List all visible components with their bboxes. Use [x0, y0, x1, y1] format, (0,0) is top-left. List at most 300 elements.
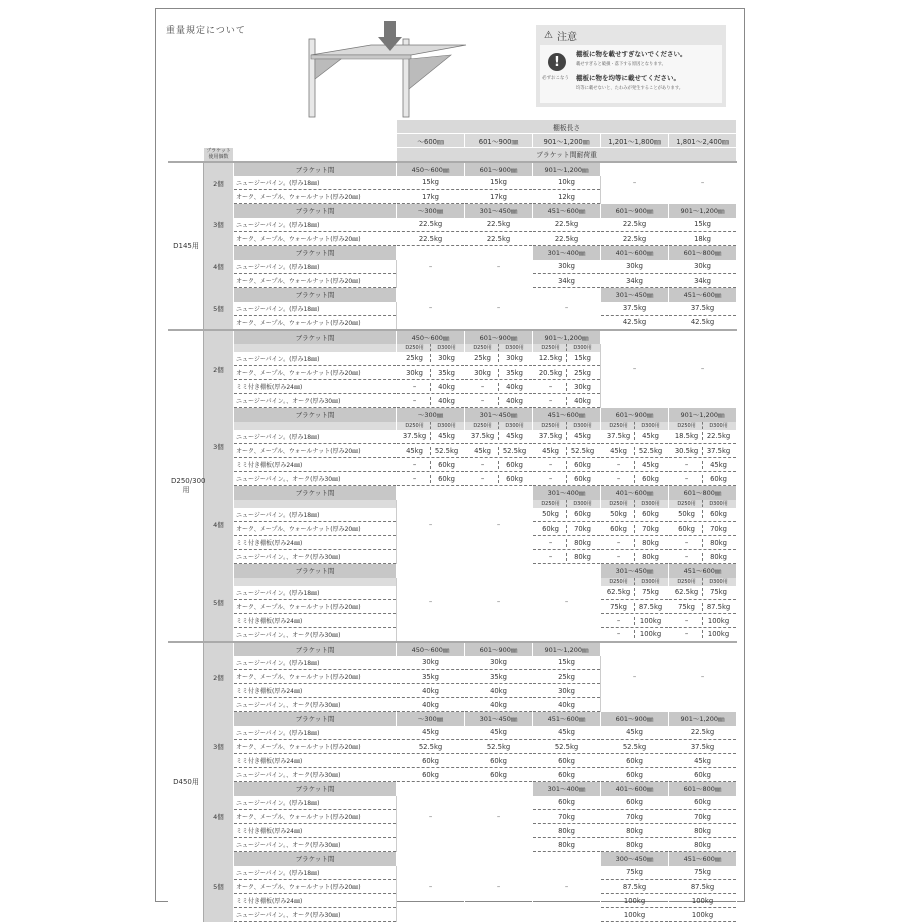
material-label: ミミ付き棚板(厚み24㎜): [234, 614, 397, 628]
caution-heading: 注意: [556, 31, 577, 43]
shelf-illustration: [301, 17, 531, 117]
load-value-pair: [669, 430, 737, 444]
load-value: –: [603, 475, 635, 483]
load-value: 10kg: [533, 176, 601, 190]
material-label: ニュージーパイン。、オーク(厚み30㎜): [234, 698, 397, 712]
load-value-pair: [601, 550, 669, 564]
depth-label: D300用: [641, 501, 660, 507]
blank-cell: –: [465, 246, 533, 288]
load-value: –: [603, 539, 635, 547]
load-value: –: [671, 475, 703, 483]
caution-line-2: 棚板に物を均等に載せてください。: [576, 74, 680, 82]
load-value-pair: [601, 628, 669, 642]
blank-cell: –: [669, 162, 737, 204]
load-value: 80kg: [574, 552, 591, 561]
spacing-cell: 301〜450㎜: [465, 204, 533, 218]
load-value: 40kg: [506, 382, 523, 391]
material-label: ニュージーパイン。(厚み18㎜): [234, 796, 397, 810]
depth-label: D300用: [641, 423, 660, 429]
load-value: 80kg: [601, 838, 669, 852]
depth-label: D300用: [573, 345, 592, 351]
exclamation-icon: !: [548, 53, 566, 71]
spacing-label: ブラケット間: [234, 486, 397, 500]
load-value: 52.5kg: [570, 446, 595, 455]
bracket-count: 2個: [204, 330, 234, 408]
spacing-cell: 601〜900㎜: [601, 712, 669, 726]
load-value: 22.5kg: [397, 218, 465, 232]
load-value: 40kg: [438, 382, 455, 391]
load-value: 60kg: [669, 768, 737, 782]
load-value: 100kg: [601, 908, 669, 922]
depth-label: D250用: [535, 422, 567, 429]
load-value: 80kg: [710, 538, 727, 547]
load-value: –: [671, 617, 703, 625]
load-value: 45kg: [535, 447, 567, 455]
load-value-pair: [465, 380, 533, 394]
load-value: 25kg: [399, 354, 431, 362]
load-value: 45kg: [397, 726, 465, 740]
load-value: 30kg: [669, 260, 737, 274]
load-value: 75kg: [603, 603, 635, 611]
depth-label: D250用: [603, 422, 635, 429]
load-value: 70kg: [669, 810, 737, 824]
load-value: 52.5kg: [601, 740, 669, 754]
load-value: –: [535, 397, 567, 405]
depth-label: D250用: [399, 422, 431, 429]
load-value: 18.5kg: [671, 432, 703, 440]
material-label: ニュージーパイン。、オーク(厚み30㎜): [234, 394, 397, 408]
load-value: 60kg: [506, 474, 523, 483]
load-value: 30kg: [601, 260, 669, 274]
depth-label: D300用: [437, 345, 456, 351]
load-value: 34kg: [601, 274, 669, 288]
bracket-count-header: ブラケット使用個数: [204, 148, 234, 162]
load-value: 30kg: [506, 354, 523, 363]
blank-cell: [234, 500, 397, 508]
spacing-label: ブラケット間: [234, 288, 397, 302]
load-value: –: [399, 475, 431, 483]
spacing-label: ブラケット間: [234, 408, 397, 422]
material-label: ニュージーパイン。(厚み18㎜): [234, 176, 397, 190]
load-value: 40kg: [533, 698, 601, 712]
load-value: 87.5kg: [706, 602, 731, 611]
blank-cell: –: [465, 288, 533, 330]
load-value: 40kg: [506, 396, 523, 405]
load-value-pair: [601, 586, 669, 600]
material-label: ニュージーパイン。、オーク(厚み30㎜): [234, 768, 397, 782]
load-value: –: [535, 553, 567, 561]
load-value-pair: [669, 444, 737, 458]
depth-labels: [465, 422, 533, 430]
blank-cell: –: [669, 642, 737, 712]
load-value: 100kg: [669, 908, 737, 922]
depth-labels: [669, 422, 737, 430]
depth-label: D300用: [709, 423, 728, 429]
spacing-cell: 451〜600㎜: [669, 852, 737, 866]
load-value: 22.5kg: [533, 218, 601, 232]
load-value-pair: [669, 628, 737, 642]
material-label: オーク、メープル、ウォールナット(厚み20㎜): [234, 740, 397, 754]
load-value-pair: [533, 444, 601, 458]
load-value: 87.5kg: [638, 602, 663, 611]
load-value: 60kg: [710, 510, 727, 519]
depth-label: D300用: [709, 579, 728, 585]
load-value-pair: [601, 430, 669, 444]
load-value: 37.5kg: [669, 302, 737, 316]
load-value: 60kg: [465, 754, 533, 768]
blank-cell: –: [397, 564, 465, 642]
bracket-count: 5個: [204, 564, 234, 642]
load-value: 15kg: [533, 656, 601, 670]
load-value: 60kg: [671, 525, 703, 533]
spacing-cell: 601〜900㎜: [601, 204, 669, 218]
load-value: 75kg: [669, 866, 737, 880]
load-value: 60kg: [603, 525, 635, 533]
material-label: オーク、メープル、ウォールナット(厚み20㎜): [234, 190, 397, 204]
depth-label: D300用: [709, 501, 728, 507]
load-value: 37.5kg: [669, 740, 737, 754]
spacing-cell: 901〜1,200㎜: [669, 204, 737, 218]
material-label: ニュージーパイン。、オーク(厚み30㎜): [234, 472, 397, 486]
depth-label: D300用: [505, 423, 524, 429]
load-value: 45kg: [467, 447, 499, 455]
material-label: ニュージーパイン。(厚み18㎜): [234, 302, 397, 316]
material-label: オーク、メープル、ウォールナット(厚み20㎜): [234, 670, 397, 684]
load-value: 45kg: [642, 432, 659, 441]
depth-label: D250用: [399, 344, 431, 351]
section-label: D145用: [169, 162, 204, 330]
material-label: オーク、メープル、ウォールナット(厚み20㎜): [234, 522, 397, 536]
spacing-cell: 450〜600㎜: [397, 642, 465, 656]
load-value: 60kg: [397, 768, 465, 782]
load-value: 52.5kg: [533, 740, 601, 754]
load-value: 45kg: [438, 432, 455, 441]
material-label: ニュージーパイン。(厚み18㎜): [234, 430, 397, 444]
depth-label: D250用: [467, 344, 499, 351]
load-value-pair: [397, 430, 465, 444]
blank-cell: [234, 148, 397, 162]
load-value: 100kg: [639, 630, 662, 639]
depth-label: D250用: [671, 578, 703, 585]
load-value: –: [671, 461, 703, 469]
material-label: ニュージーパイン。(厚み18㎜): [234, 508, 397, 522]
bracket-count: 2個: [204, 162, 234, 204]
bracket-count: 3個: [204, 408, 234, 486]
load-value: 35kg: [465, 670, 533, 684]
depth-labels: [601, 422, 669, 430]
load-value: –: [399, 461, 431, 469]
load-value: 22.5kg: [533, 232, 601, 246]
load-value: 45kg: [642, 460, 659, 469]
load-value: 40kg: [574, 396, 591, 405]
load-value: 15kg: [574, 354, 591, 363]
spacing-label: ブラケット間: [234, 852, 397, 866]
load-value: 34kg: [533, 274, 601, 288]
depth-label: D300用: [641, 579, 660, 585]
load-value: 25kg: [533, 670, 601, 684]
spacing-cell: 601〜900㎜: [465, 162, 533, 176]
load-value-pair: [533, 458, 601, 472]
load-value: 25kg: [574, 368, 591, 377]
depth-label: D300用: [437, 423, 456, 429]
length-header: 〜600㎜: [397, 134, 465, 148]
material-label: ニュージーパイン。、オーク(厚み30㎜): [234, 550, 397, 564]
spacing-cell: 601〜900㎜: [601, 408, 669, 422]
load-value: 20.5kg: [535, 369, 567, 377]
spacing-cell: 450〜600㎜: [397, 162, 465, 176]
blank-cell: –: [397, 852, 465, 922]
load-value: 60kg: [533, 754, 601, 768]
blank-cell: [234, 578, 397, 586]
warning-icon: ⚠: [544, 29, 553, 41]
material-label: オーク、メープル、ウォールナット(厚み20㎜): [234, 444, 397, 458]
spacing-cell: 301〜450㎜: [465, 712, 533, 726]
blank-cell: [234, 422, 397, 430]
length-header: 901〜1,200㎜: [533, 134, 601, 148]
material-label: ニュージーパイン。(厚み18㎜): [234, 260, 397, 274]
load-value: –: [467, 397, 499, 405]
load-value: 60kg: [506, 460, 523, 469]
blank-cell: –: [601, 330, 669, 408]
load-value-pair: [601, 444, 669, 458]
spacing-cell: 301〜400㎜: [533, 486, 601, 500]
load-value-pair: [397, 458, 465, 472]
load-value-pair: [533, 394, 601, 408]
spacing-label: ブラケット間: [234, 712, 397, 726]
length-header: 1,801〜2,400㎜: [669, 134, 737, 148]
blank-cell: [169, 120, 397, 134]
load-value: 37.5kg: [601, 302, 669, 316]
blank-cell: –: [533, 852, 601, 922]
load-value-pair: [533, 472, 601, 486]
load-value: 75kg: [642, 588, 659, 597]
shelf-length-header: 棚板長さ: [397, 120, 737, 134]
material-label: オーク、メープル、ウォールナット(厚み20㎜): [234, 880, 397, 894]
spacing-label: ブラケット間: [234, 204, 397, 218]
load-value: 35kg: [438, 368, 455, 377]
load-value-pair: [601, 458, 669, 472]
depth-labels: [465, 344, 533, 352]
load-value-pair: [669, 472, 737, 486]
load-value: 52.5kg: [638, 446, 663, 455]
load-value: 50kg: [535, 510, 567, 518]
spacing-cell: 901〜1,200㎜: [669, 712, 737, 726]
depth-labels: [397, 344, 465, 352]
spacing-label: ブラケット間: [234, 564, 397, 578]
depth-label: D300用: [573, 423, 592, 429]
depth-label: D250用: [535, 500, 567, 507]
blank-cell: –: [601, 162, 669, 204]
load-value: –: [467, 461, 499, 469]
load-value: 15kg: [465, 176, 533, 190]
depth-label: D250用: [467, 422, 499, 429]
spacing-label: ブラケット間: [234, 162, 397, 176]
load-value: 22.5kg: [397, 232, 465, 246]
load-value-pair: [601, 536, 669, 550]
load-value: 60kg: [574, 460, 591, 469]
load-value-pair: [397, 472, 465, 486]
load-value: –: [603, 553, 635, 561]
load-value: 60kg: [533, 796, 601, 810]
load-value-pair: [465, 472, 533, 486]
blank-cell: –: [397, 288, 465, 330]
material-label: ニュージーパイン。、オーク(厚み30㎜): [234, 628, 397, 642]
load-value-pair: [397, 444, 465, 458]
load-value: 50kg: [671, 510, 703, 518]
load-value-pair: [397, 366, 465, 380]
load-value: 75kg: [671, 603, 703, 611]
load-value: 22.5kg: [465, 218, 533, 232]
load-value-pair: [397, 352, 465, 366]
caution-box: [536, 25, 726, 107]
load-value: 40kg: [438, 396, 455, 405]
load-value-pair: [669, 522, 737, 536]
load-value: 52.5kg: [434, 446, 459, 455]
load-value-pair: [533, 550, 601, 564]
load-value: –: [467, 383, 499, 391]
depth-label: D250用: [535, 344, 567, 351]
spacing-cell: 901〜1,200㎜: [533, 330, 601, 344]
load-value: 15kg: [397, 176, 465, 190]
load-value: 52.5kg: [397, 740, 465, 754]
spacing-cell: 401〜600㎜: [601, 782, 669, 796]
blank-cell: –: [601, 642, 669, 712]
caution-line-2-sub: 均等に載せないと、たわみが発生することがあります。: [576, 86, 684, 91]
load-value: 40kg: [465, 684, 533, 698]
load-value: 45kg: [574, 432, 591, 441]
spacing-cell: 601〜900㎜: [465, 642, 533, 656]
load-value-pair: [397, 394, 465, 408]
load-value-pair: [465, 366, 533, 380]
load-value: 45kg: [603, 447, 635, 455]
load-value: 60kg: [397, 754, 465, 768]
spacing-cell: 601〜800㎜: [669, 782, 737, 796]
blank-cell: –: [465, 782, 533, 852]
load-value: 50kg: [603, 510, 635, 518]
spacing-cell: 〜300㎜: [397, 408, 465, 422]
load-value-pair: [533, 536, 601, 550]
spacing-cell: 451〜600㎜: [533, 712, 601, 726]
load-value: 70kg: [574, 524, 591, 533]
material-label: ミミ付き棚板(厚み24㎜): [234, 824, 397, 838]
depth-labels: [533, 344, 601, 352]
load-value: 22.5kg: [601, 232, 669, 246]
load-value: 60kg: [438, 474, 455, 483]
load-value: 87.5kg: [601, 880, 669, 894]
blank-cell: –: [465, 852, 533, 922]
load-value-pair: [601, 508, 669, 522]
load-value: 42.5kg: [669, 316, 737, 330]
depth-labels: [669, 500, 737, 508]
material-label: オーク、メープル、ウォールナット(厚み20㎜): [234, 316, 397, 330]
blank-cell: [169, 148, 204, 162]
load-value-pair: [669, 600, 737, 614]
load-value-pair: [601, 522, 669, 536]
load-value: 45kg: [601, 726, 669, 740]
load-table: [168, 119, 737, 922]
load-value: 100kg: [669, 894, 737, 908]
load-value: 80kg: [669, 838, 737, 852]
spacing-cell: 301〜400㎜: [533, 246, 601, 260]
spacing-cell: 450〜600㎜: [397, 330, 465, 344]
load-value: –: [535, 539, 567, 547]
load-value: –: [535, 461, 567, 469]
load-value: 62.5kg: [603, 588, 635, 596]
blank-cell: –: [669, 330, 737, 408]
load-value: 37.5kg: [535, 432, 567, 440]
load-value: 52.5kg: [502, 446, 527, 455]
load-value: 87.5kg: [669, 880, 737, 894]
load-value-pair: [601, 614, 669, 628]
load-header: ブラケット間耐荷重: [397, 148, 737, 162]
spacing-label: ブラケット間: [234, 330, 397, 344]
material-label: ミミ付き棚板(厚み24㎜): [234, 536, 397, 550]
load-value: 30kg: [399, 369, 431, 377]
document-page: [155, 8, 745, 919]
depth-label: D250用: [671, 422, 703, 429]
load-value-pair: [669, 586, 737, 600]
load-value-pair: [601, 472, 669, 486]
load-value: 17kg: [397, 190, 465, 204]
load-value: 60kg: [601, 768, 669, 782]
page-title: 重量規定について: [166, 26, 246, 36]
load-value: 22.5kg: [669, 726, 737, 740]
material-label: ミミ付き棚板(厚み24㎜): [234, 754, 397, 768]
load-value: 30kg: [465, 656, 533, 670]
load-value: 22.5kg: [465, 232, 533, 246]
load-value: 45kg: [506, 432, 523, 441]
bracket-count: 4個: [204, 782, 234, 852]
load-value: 52.5kg: [465, 740, 533, 754]
blank-cell: [234, 344, 397, 352]
load-value: 30kg: [574, 382, 591, 391]
load-value: 70kg: [642, 524, 659, 533]
spacing-label: ブラケット間: [234, 246, 397, 260]
load-value-pair: [397, 380, 465, 394]
load-value: 60kg: [710, 474, 727, 483]
spacing-cell: 451〜600㎜: [669, 288, 737, 302]
material-label: ミミ付き棚板(厚み24㎜): [234, 380, 397, 394]
load-value: 35kg: [506, 368, 523, 377]
load-value: –: [671, 630, 703, 638]
depth-labels: [669, 578, 737, 586]
load-value-pair: [533, 430, 601, 444]
load-value-pair: [533, 508, 601, 522]
load-value: 60kg: [574, 510, 591, 519]
spacing-cell: 601〜800㎜: [669, 246, 737, 260]
load-value: 80kg: [642, 538, 659, 547]
load-value: 70kg: [710, 524, 727, 533]
caution-line-1-sub: 載せすぎると破損・落下する原因となります。: [576, 62, 666, 67]
load-value-pair: [465, 444, 533, 458]
bracket-count: 2個: [204, 642, 234, 712]
load-value: 42.5kg: [601, 316, 669, 330]
spacing-cell: 601〜900㎜: [465, 330, 533, 344]
depth-label: D250用: [603, 500, 635, 507]
load-value: 17kg: [465, 190, 533, 204]
spacing-cell: 451〜600㎜: [533, 408, 601, 422]
load-value-pair: [465, 430, 533, 444]
load-value: 22.5kg: [706, 432, 731, 441]
load-value: 80kg: [601, 824, 669, 838]
material-label: オーク、メープル、ウォールナット(厚み20㎜): [234, 232, 397, 246]
depth-labels: [397, 422, 465, 430]
blank-cell: –: [465, 486, 533, 564]
load-value: 62.5kg: [671, 588, 703, 596]
blank-cell: –: [533, 288, 601, 330]
spacing-cell: 901〜1,200㎜: [669, 408, 737, 422]
bracket-count: 3個: [204, 204, 234, 246]
